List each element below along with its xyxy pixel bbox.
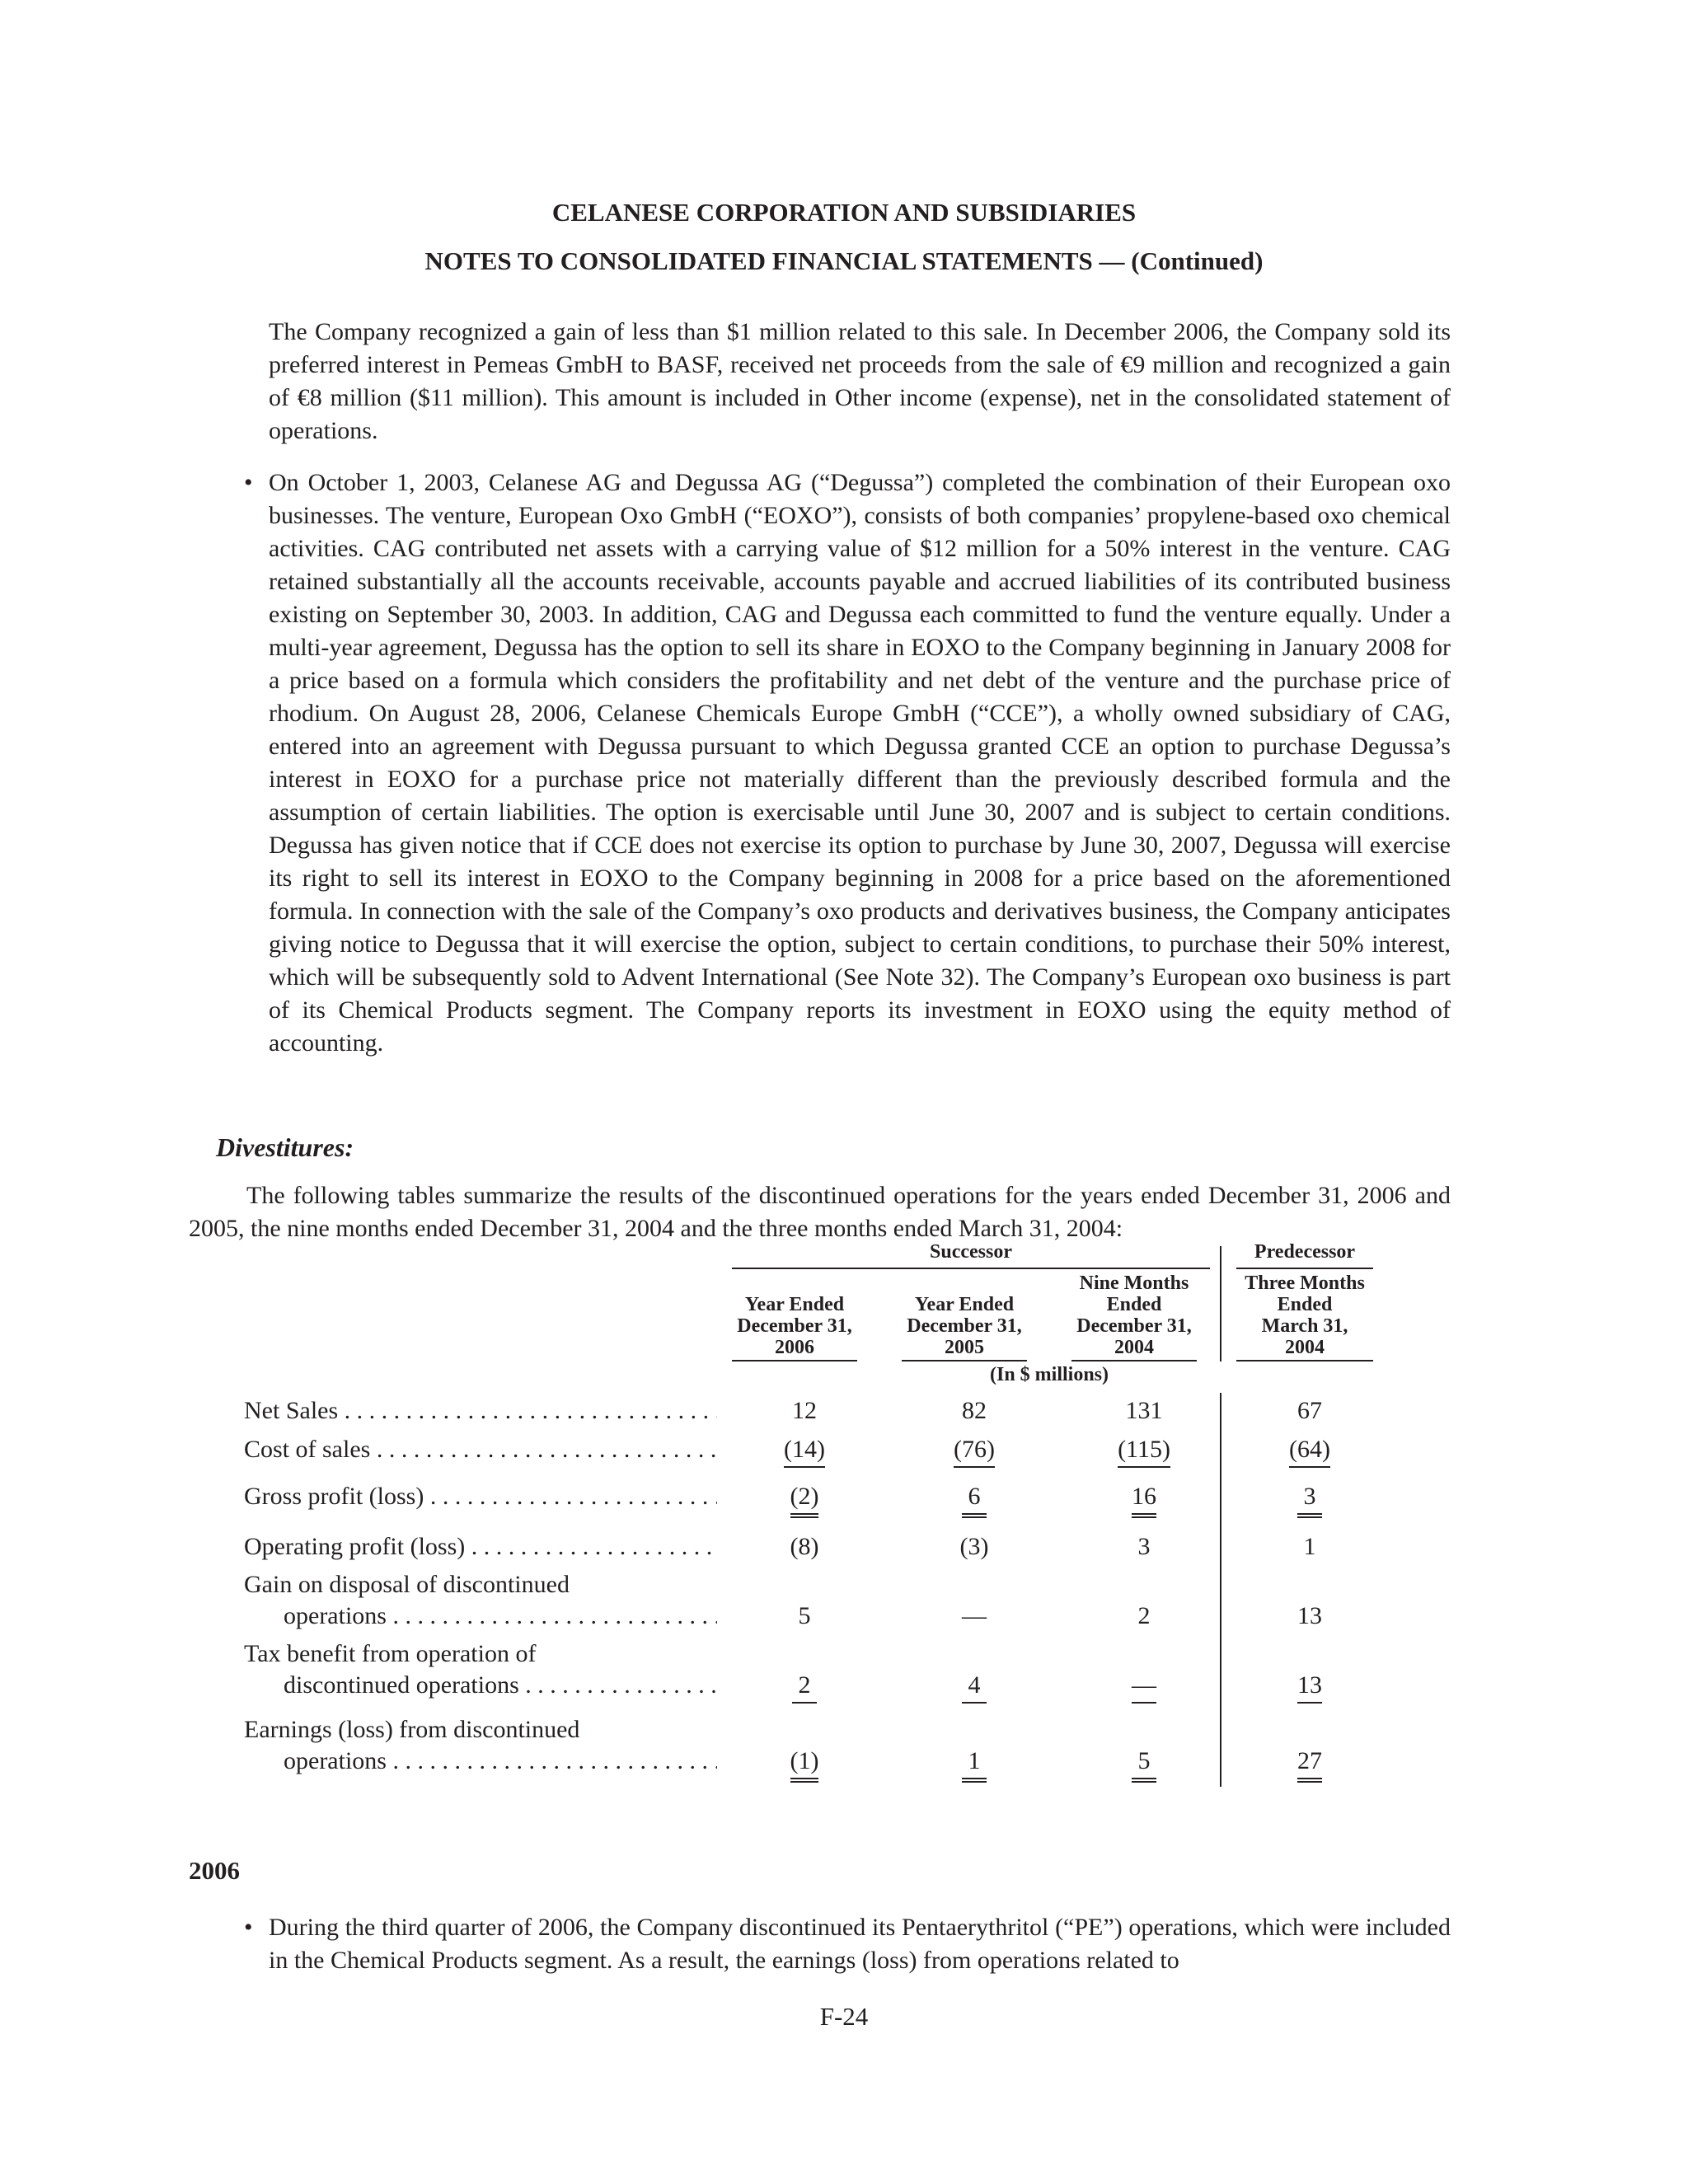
cell: — [1095,1670,1193,1704]
period-divider-top [1220,1246,1221,1361]
cell: 1 [1303,1533,1316,1560]
bullet-dot: • [244,1914,253,1941]
cell: (14) [755,1434,854,1468]
page-number: F-24 [819,2002,869,2031]
cell: (64) [1260,1434,1359,1468]
col-header-three-months-2004: Three Months Ended March 31, 2004 [1245,1272,1365,1358]
cell: — [962,1602,987,1629]
predecessor-rule [1236,1268,1373,1269]
cell: 13 [1297,1602,1322,1629]
cell: 5 [798,1602,811,1629]
cell: 82 [962,1397,987,1424]
cell: 16 [1095,1481,1193,1518]
cell: 12 [792,1397,817,1424]
row-label-gross-profit: Gross profit (loss) . . . [244,1481,717,1512]
cell: (1) [755,1746,854,1783]
cell: 1 [925,1746,1024,1783]
year-2006-heading: 2006 [189,1856,240,1885]
cell: 6 [925,1481,1024,1518]
cell: 4 [925,1670,1024,1704]
cell: 5 [1095,1746,1193,1783]
bullet-dot: • [244,469,253,496]
eoxo-bullet-text: On October 1, 2003, Celanese AG and Degussa AG (“Degussa”) completed the combination of their European oxo businesses. The venture, European Oxo GmbH (“EOXO”), consists of both companies’ propylene-based oxo chemical activities. CAG contributed net assets with a carrying value of $12 million for a 50% interest in the venture. CAG retained substantially all the accounts receivable, accounts payable and accrued liabilities of its contributed business existing on September 30, 2003. In addition, CAG and Degussa each committed to fund the venture equally. Under a multi-year agreement, Degussa has the option to sell its share in EOXO to the Company beginning in January 2008 for a price based on a formula which considers the profitability and net debt of the venture and the purchase price of rhodium. On August 28, 2006, Celanese Chemicals Europe GmbH (“CCE”), a wholly owned subsidiary of CAG, entered into an agreement with Degussa pursuant to which Degussa granted CCE an option to purchase Degussa’s interest in EOXO for a purchase price not materially different than the previously described formula and the assumption of certain liabilities. The option is exercisable until June 30, 2007 and is subject to certain conditions. Degussa has given notice that if CCE does not exercise its option to purchase by June 30, 2007, Degussa will exercise its right to sell its interest in EOXO to the Company beginning in 2008 for a price based on the aforementioned formula. In connection with the sale of the Company’s oxo products and derivatives business, the Company anticipates giving notice to Degussa that it will exercise the option, subject to certain conditions, to purchase their 50% interest, which will be subsequently sold to Advent International (See Note 32). The Company’s European oxo business is part of its Chemical Products segment. The Company reports its investment in EOXO using the equity method of accounting. [269,469,1451,1057]
period-divider [1220,1393,1221,1787]
cell: (3) [959,1533,989,1560]
cell: (115) [1095,1434,1193,1468]
pemeas-paragraph: The Company recognized a gain of less than $1 million related to this sale. In December 2006, the Company sold its preferred interest in Pemeas GmbH to BASF, received net proceeds from the sale of €9 million and recognized a gain of €8 million ($11 million). This amount is included in Other income (expense), net in the consolidated statement of operations. [269,318,1451,444]
cell: 131 [1125,1397,1163,1424]
notes-title: NOTES TO CONSOLIDATED FINANCIAL STATEMENTS — (Continued) [424,246,1264,275]
units-label: (In $ millions) [989,1364,1109,1385]
row-label-cost-of-sales: Cost of sales . . . [244,1434,717,1465]
col-header-nine-months-2004: Nine Months Ended December 31, 2004 [1076,1272,1192,1358]
col-header-2005: Year Ended December 31, 2005 [907,1294,1022,1358]
predecessor-header: Predecessor [1254,1241,1356,1263]
col-header-2006: Year Ended December 31, 2006 [737,1294,852,1358]
row-label-net-sales: Net Sales . . . [244,1395,717,1427]
pe-bullet-text: During the third quarter of 2006, the Company discontinued its Pentaerythritol (“PE”) operations, which were included in the Chemical Products segment. As a result, the earnings (loss) from operations related to [269,1914,1451,1974]
company-title: CELANESE CORPORATION AND SUBSIDIARIES [551,198,1137,227]
row-label-tax-benefit: Tax benefit from operation of discontinued operations . . . [244,1638,717,1701]
cell: 2 [1137,1602,1151,1629]
cell: 3 [1260,1481,1359,1518]
cell: 2 [755,1670,854,1704]
successor-rule [732,1268,1210,1269]
row-label-operating-profit: Operating profit (loss) . . . [244,1531,717,1563]
cell: (8) [790,1533,819,1560]
divestitures-intro: The following tables summarize the results of the discontinued operations for the years ended December 31, 2006 and 2005, the nine months ended December 31, 2004 and the three months ended March 31, 2004: [189,1182,1451,1242]
cell: 27 [1260,1746,1359,1783]
cell: 13 [1260,1670,1359,1704]
cell: 3 [1137,1533,1151,1560]
row-label-gain-on-disposal: Gain on disposal of discontinued operations . . . [244,1569,717,1632]
row-label-earnings-from-discontinued: Earnings (loss) from discontinued operations . . . [244,1714,717,1777]
cell: (76) [925,1434,1024,1468]
divestitures-heading: Divestitures: [216,1132,354,1162]
cell: (2) [755,1481,854,1518]
successor-header: Successor [930,1241,1012,1263]
cell: 67 [1297,1397,1322,1424]
